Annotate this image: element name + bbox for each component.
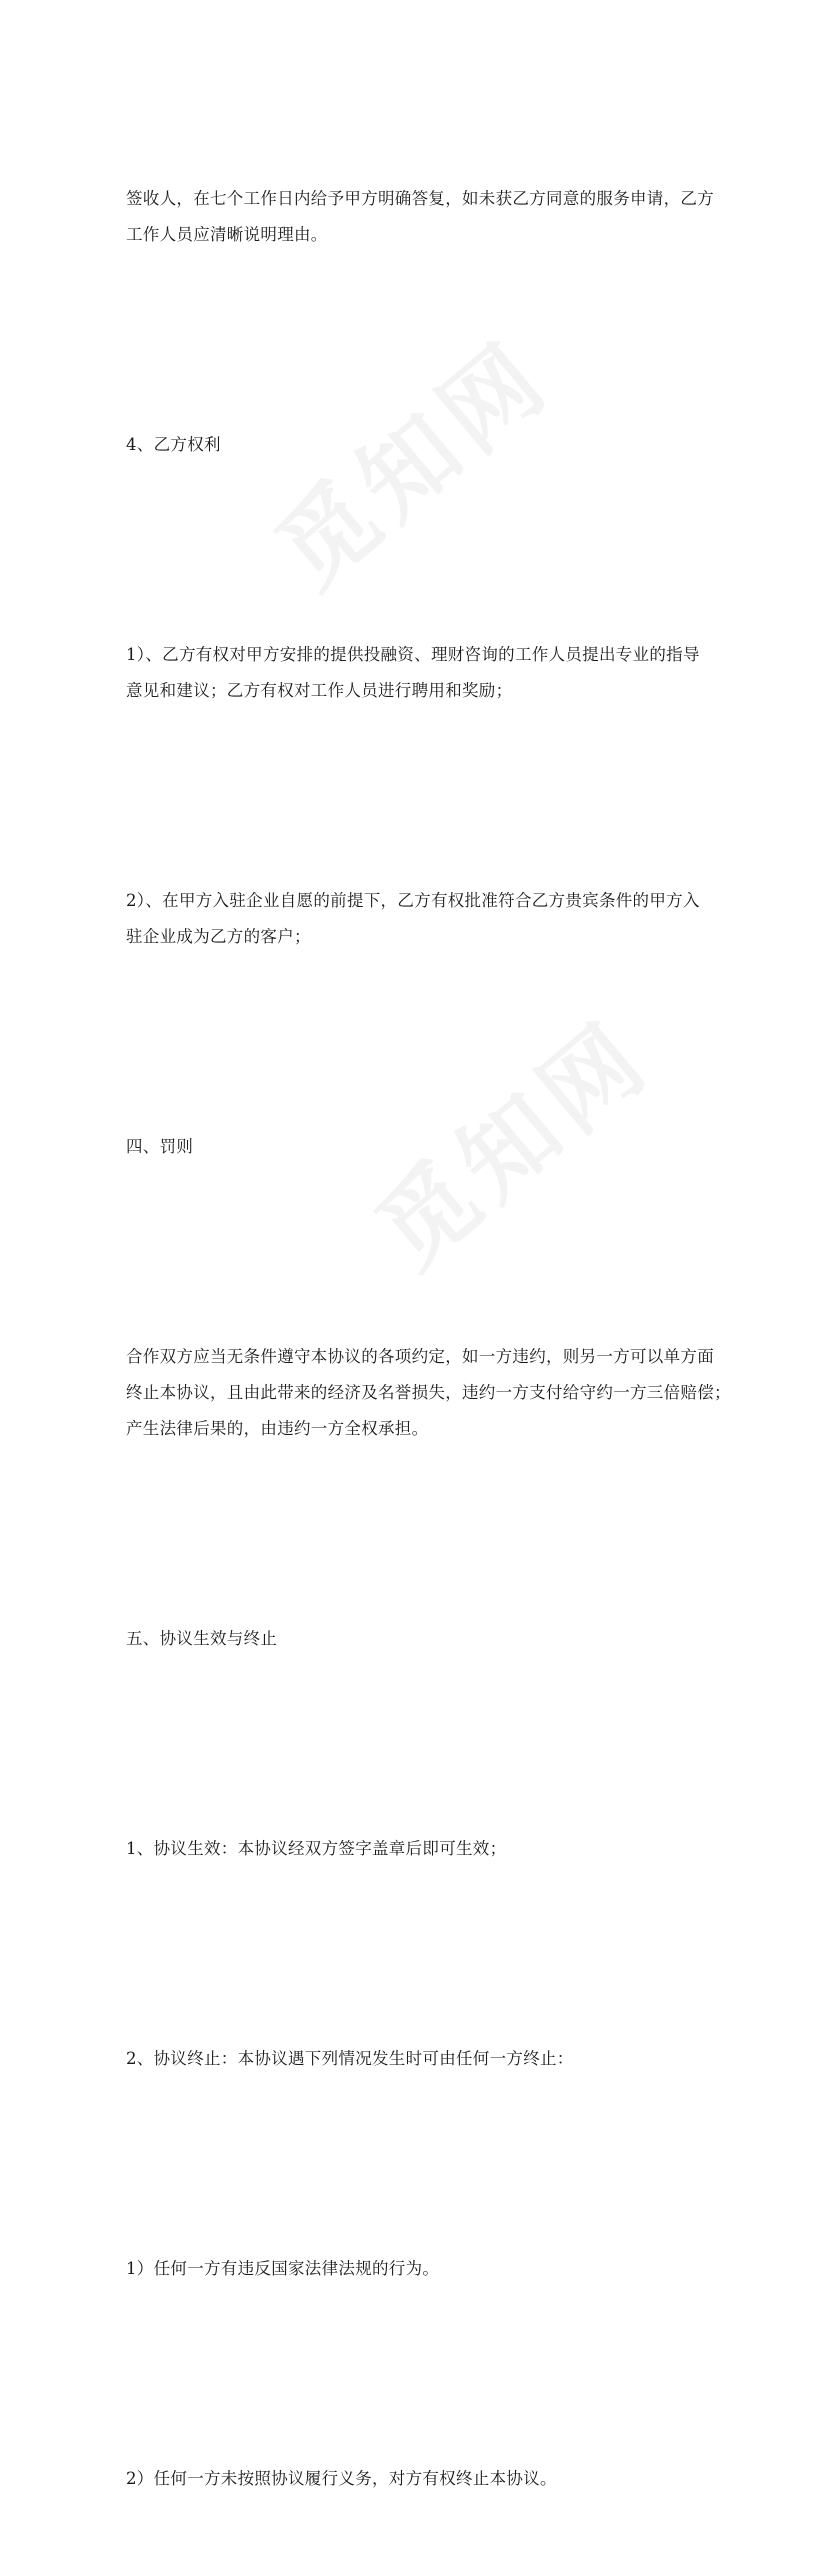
text-line: 合作双方应当无条件遵守本协议的各项约定，如一方违约，则另一方可以单方面 [126, 1347, 714, 1366]
text-line: 四、罚则 [126, 1137, 194, 1156]
text-line: 工作人员应清晰说明理由。 [126, 225, 328, 244]
text-line: 1）、乙方有权对甲方安排的提供投融资、理财咨询的工作人员提出专业的指导 [126, 645, 700, 664]
text-line: 产生法律后果的，由违约一方全权承担。 [126, 1419, 429, 1438]
paragraph-service-reply [126, 109, 716, 325]
paragraph-termination-case-2 [126, 2389, 716, 2569]
text-line: 意见和建议；乙方有权对工作人员进行聘用和奖励； [126, 681, 513, 700]
paragraph-penalty-terms [126, 1267, 731, 1519]
text-line: 2、协议终止：本协议遇下列情况发生时可由任何一方终止： [126, 2049, 574, 2068]
paragraph-right-1 [126, 565, 716, 781]
heading-effect-termination [126, 1549, 716, 1729]
paragraph-termination-case-1 [126, 2179, 716, 2359]
text-line: 1）任何一方有违反国家法律法规的行为。 [126, 2259, 440, 2278]
text-line: 1、协议生效：本协议经双方签字盖章后即可生效； [126, 1839, 507, 1858]
text-line: 签收人，在七个工作日内给予甲方明确答复，如未获乙方同意的服务申请，乙方 [126, 189, 714, 208]
text-line: 驻企业成为乙方的客户； [126, 927, 311, 946]
paragraph-termination [126, 1969, 716, 2149]
paragraph-right-2 [126, 811, 716, 1027]
text-line: 2）、在甲方入驻企业自愿的前提下，乙方有权批准符合乙方贵宾条件的甲方入 [126, 891, 700, 910]
text-line: 2）任何一方未按照协议履行义务，对方有权终止本协议。 [126, 2469, 557, 2488]
text-line: 终止本协议，且由此带来的经济及名誉损失，违约一方支付给守约一方三倍赔偿； [126, 1383, 731, 1402]
text-line: 4、乙方权利 [126, 435, 221, 454]
heading-party-b-rights [126, 355, 716, 535]
heading-penalties [126, 1057, 716, 1237]
text-line: 五、协议生效与终止 [126, 1629, 278, 1648]
paragraph-effect [126, 1759, 716, 1939]
document-body [126, 109, 731, 2569]
